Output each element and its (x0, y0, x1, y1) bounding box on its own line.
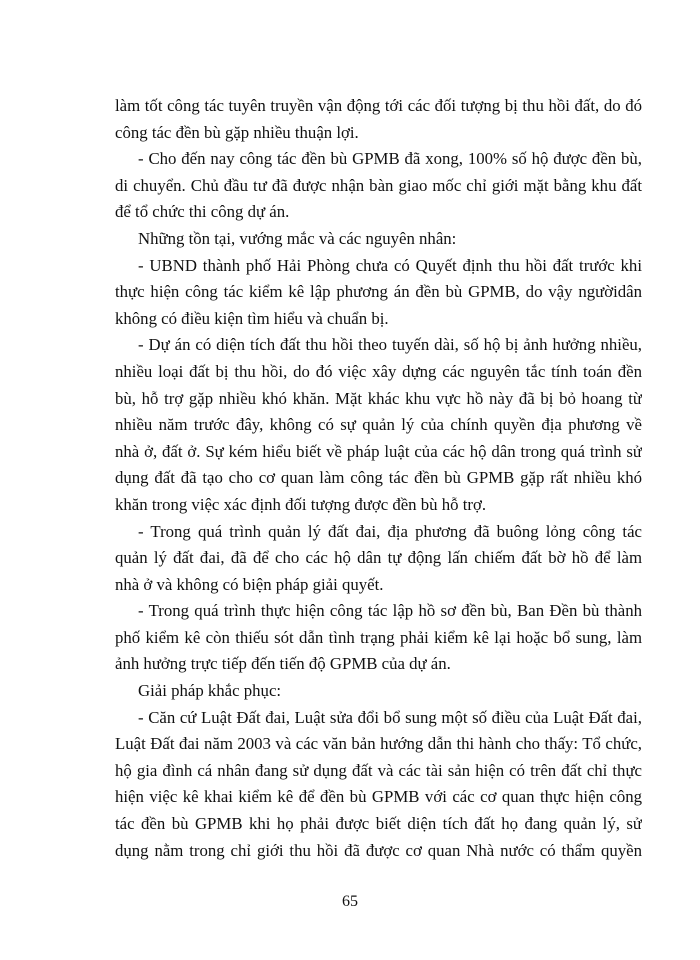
text-line: để tổ chức thi công dự án. (115, 202, 290, 222)
text-line: phố kiểm kê còn thiếu sót dẫn tình trạng phải kiểm kê lại hoặc bổ sung, làm (115, 627, 642, 647)
text-line: - Dự án có diện tích đất thu hồi theo tuyến dài, số hộ bị ảnh hưởng nhiều, (138, 335, 642, 355)
body-text (115, 93, 642, 864)
text-line: tác đền bù GPMB khi họ phải được biết diện tích đất họ đang quản lý, sử (115, 814, 642, 834)
section-heading: Giải pháp khắc phục: (138, 681, 282, 701)
section-heading: Những tồn tại, vướng mắc và các nguyên nhân: (138, 228, 457, 248)
text-line: khăn trong việc xác định đối tượng được đền bù hỗ trợ. (115, 494, 487, 514)
text-line: quản lý đất đai, đã để cho các hộ dân tự động lấn chiếm đất bờ hồ để làm (115, 548, 642, 568)
text-line: bù, hỗ trợ gặp nhiều khó khăn. Mặt khác khu vực hồ này đã bị bỏ hoang từ (115, 388, 642, 408)
text-line: nhiều năm trước đây, không có sự quản lý của chính quyền địa phương về (115, 415, 642, 435)
text-line: hộ gia đình cá nhân đang sử dụng đất và các tài sản hiện có trên đất chỉ thực (115, 760, 642, 780)
text-line: dụng nằm trong chỉ giới thu hồi đã được cơ quan Nhà nước có thẩm quyền (115, 840, 642, 860)
text-line: Luật Đất đai năm 2003 và các văn bản hướng dẫn thi hành cho thấy: Tổ chức, (115, 734, 642, 754)
text-line: nhà ở và không có biện pháp giải quyết. (115, 574, 384, 594)
text-line: - Trong quá trình quản lý đất đai, địa phương đã buông lỏng công tác (138, 521, 642, 541)
text-line: làm tốt công tác tuyên truyền vận động tới các đối tượng bị thu hồi đất, do đó (115, 96, 642, 115)
text-line: không có điều kiện tìm hiểu và chuẩn bị. (115, 308, 389, 328)
text-line: - Cho đến nay công tác đền bù GPMB đã xong, 100% số hộ được đền bù, (138, 149, 642, 169)
text-line: - Căn cứ Luật Đất đai, Luật sửa đổi bổ sung một số điều của Luật Đất đai, (138, 707, 642, 727)
text-line: di chuyển. Chủ đầu tư đã được nhận bàn giao mốc chỉ giới mặt bằng khu đất (115, 175, 642, 195)
text-line: công tác đền bù gặp nhiều thuận lợi. (115, 122, 359, 142)
text-line: - Trong quá trình thực hiện công tác lập hồ sơ đền bù, Ban Đền bù thành (138, 601, 642, 621)
page-number: 65 (342, 893, 358, 910)
text-line: dụng đất đã tạo cho cơ quan làm công tác đền bù GPMB gặp rất nhiều khó (115, 468, 642, 488)
text-line: thực hiện công tác kiểm kê lập phương án đền bù GPMB, do vậy ngườidân (115, 282, 642, 302)
text-line: nhiều loại đất bị thu hồi, do đó việc xây dựng các nguyên tắc tính toán đền (115, 361, 642, 381)
text-line: ảnh hưởng trực tiếp đến tiến độ GPMB của dự án. (115, 654, 451, 674)
text-line: - UBND thành phố Hải Phòng chưa có Quyết định thu hồi đất trước khi (138, 255, 642, 275)
text-line: nhà ở, đất ở. Sự kém hiểu biết về pháp luật của các hộ dân trong quá trình sử (115, 441, 642, 461)
text-line: hiện việc kê khai kiểm kê để đền bù GPMB với các cơ quan thực hiện công (115, 787, 642, 807)
